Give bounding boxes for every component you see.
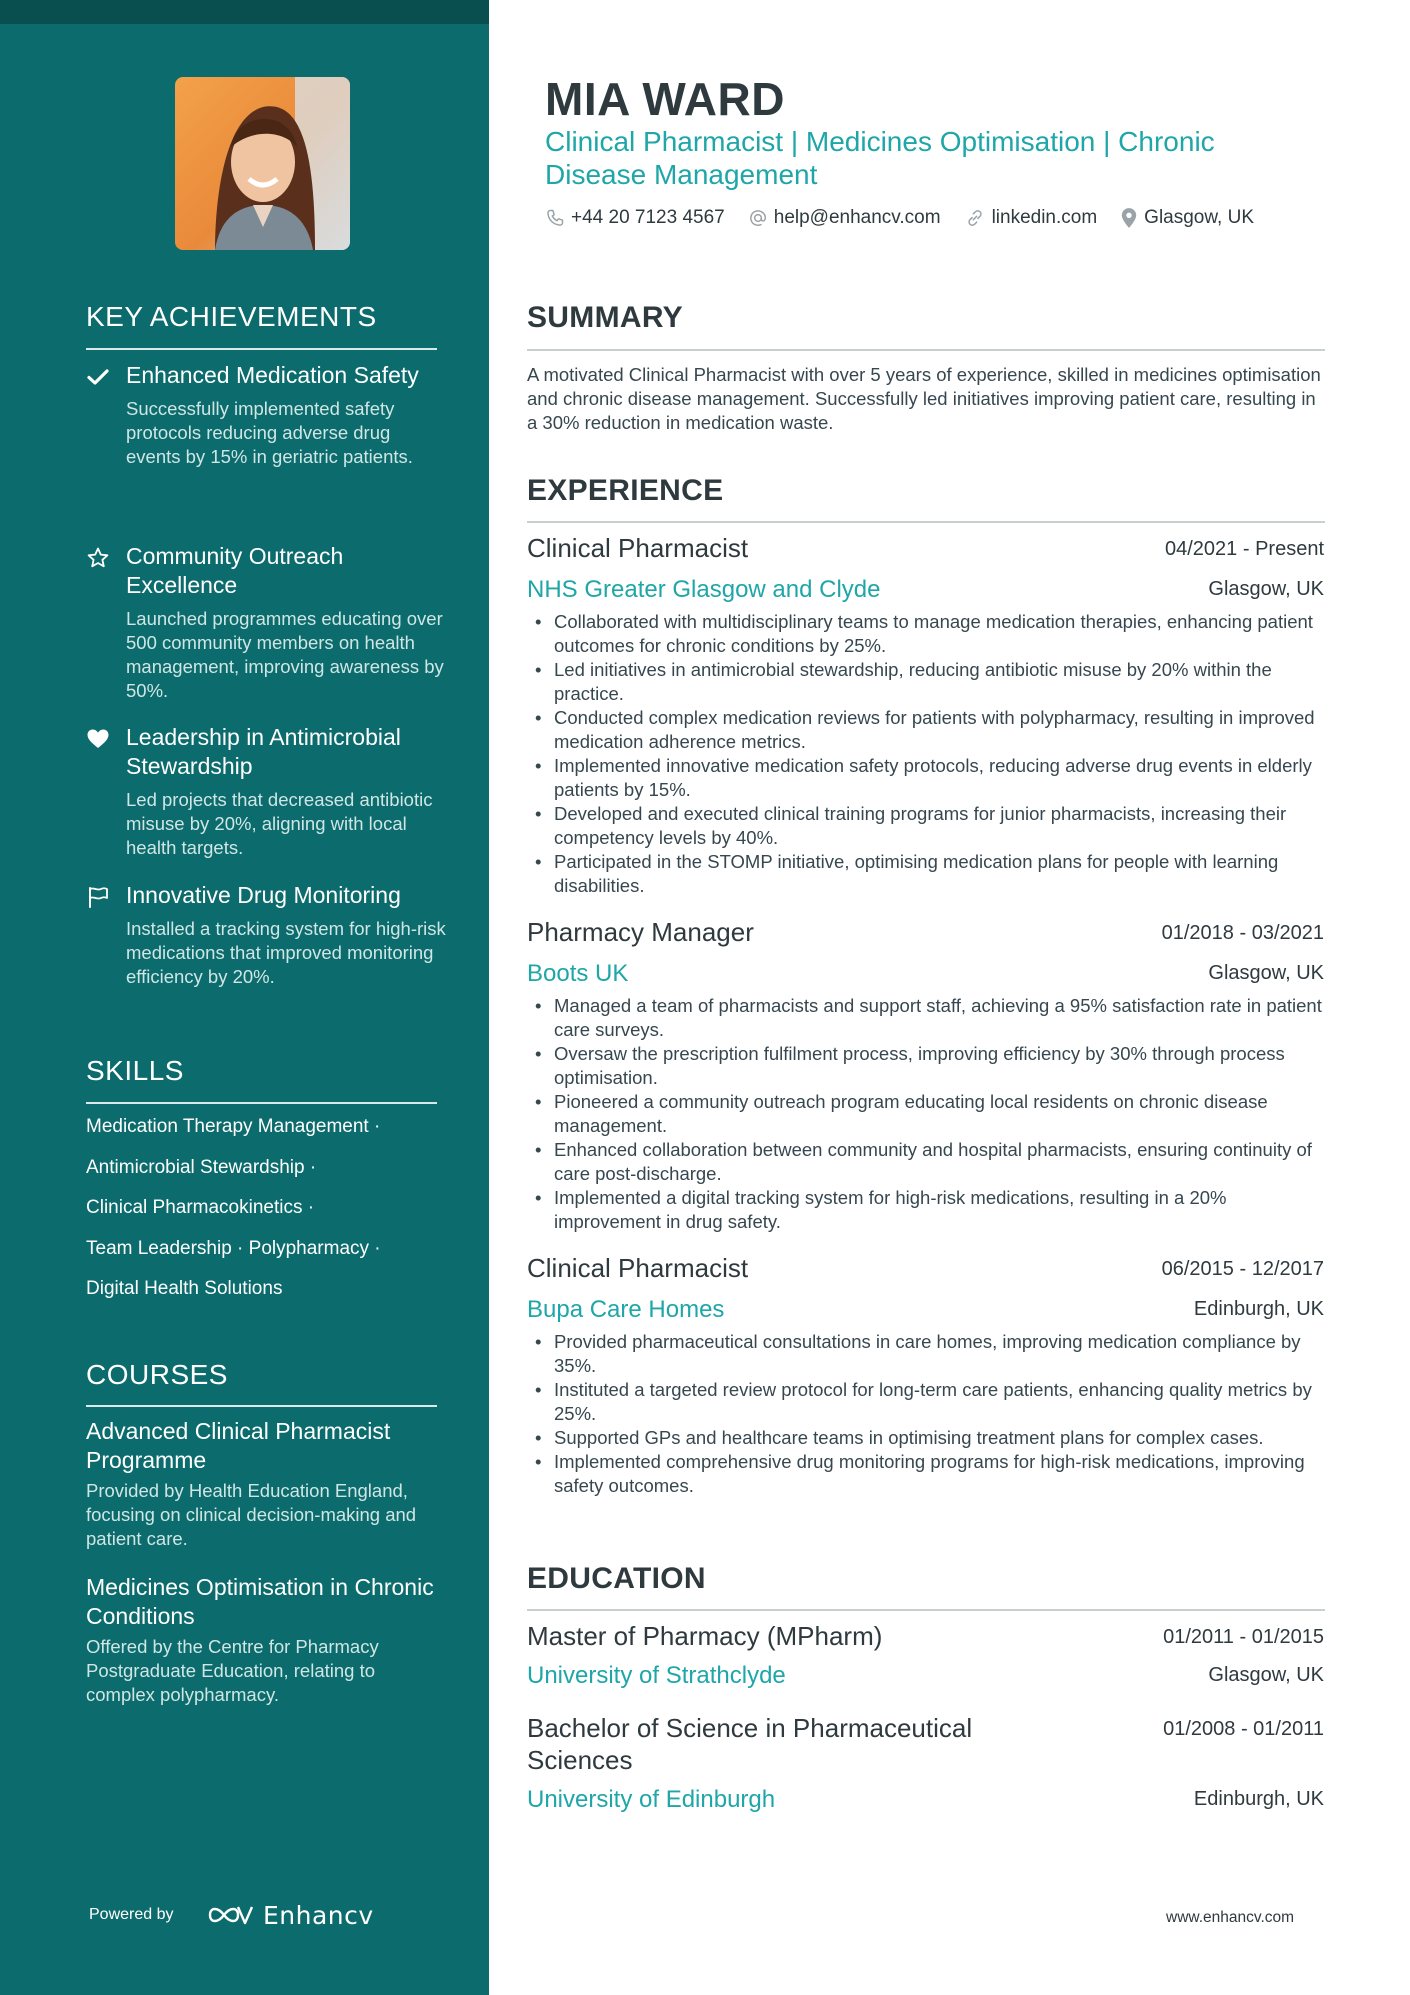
job-location: Glasgow, UK: [1208, 962, 1324, 984]
job-bullet: • Managed a team of pharmacists and support staff, achieving a 95% satisfaction rate in patient care surveys.: [527, 994, 1327, 1042]
education-dates: 01/2008 - 01/2011: [1163, 1718, 1324, 1740]
star-icon: [86, 546, 110, 570]
course-desc: Offered by the Centre for Pharmacy Postgraduate Education, relating to complex polypharmacy.: [86, 1636, 379, 1705]
job-bullet: • Provided pharmaceutical consultations in care homes, improving medication compliance by 35%.: [527, 1330, 1327, 1378]
contact-email[interactable]: [748, 207, 941, 229]
courses-rule: [86, 1405, 437, 1407]
experience-rule: [527, 521, 1325, 523]
enhancv-logo[interactable]: [207, 1895, 374, 1935]
job-bullet: • Oversaw the prescription fulfilment process, improving efficiency by 30% through process optimisation.: [527, 1042, 1327, 1090]
job-company: NHS Greater Glasgow and Clyde: [527, 576, 881, 603]
achievement-item: [86, 361, 446, 469]
skill-line: Digital Health Solutions: [86, 1278, 283, 1299]
education-degree: Master of Pharmacy (MPharm): [527, 1621, 883, 1651]
phone-text: +44 20 7123 4567: [571, 207, 725, 228]
contact-linkedin[interactable]: [964, 207, 1098, 229]
education-school: University of Edinburgh: [527, 1786, 776, 1813]
powered-by-label: Powered by: [89, 1906, 174, 1923]
job-company: Bupa Care Homes: [527, 1296, 725, 1323]
summary-text: A motivated Clinical Pharmacist with over 5 years of experience, skilled in medicines optimisation and chronic disease management. Successfully led initiatives improving patient care, resulting in a 30% reduction in medication waste.: [527, 364, 1321, 433]
check-icon: [86, 365, 110, 389]
contact-bar: [545, 207, 1277, 229]
education-dates: 01/2011 - 01/2015: [1163, 1626, 1324, 1648]
summary-title: SUMMARY: [527, 301, 683, 334]
job-dates: 04/2021 - Present: [1165, 538, 1324, 560]
achievement-title: Community Outreach Excellence: [126, 543, 344, 598]
job-bullets: [527, 994, 1327, 1234]
footer-url[interactable]: www.enhancv.com: [1166, 1909, 1295, 1926]
enhancv-logo-icon: [207, 1902, 255, 1928]
experience-title: EXPERIENCE: [527, 474, 724, 507]
skill-line: Team Leadership · Polypharmacy ·: [86, 1238, 381, 1259]
skills-rule: [86, 1102, 437, 1104]
location-text: Glasgow, UK: [1144, 207, 1254, 228]
candidate-headline: Clinical Pharmacist | Medicines Optimisation | Chronic Disease Management: [545, 126, 1215, 190]
job-title: Pharmacy Manager: [527, 917, 754, 947]
contact-location: [1120, 207, 1254, 229]
location-pin-icon: [1120, 207, 1138, 229]
job-bullets: [527, 610, 1327, 898]
job-bullet: • Participated in the STOMP initiative, optimising medication plans for people with learning disabilities.: [527, 850, 1327, 898]
job-dates: 06/2015 - 12/2017: [1161, 1258, 1324, 1280]
job-bullet: • Implemented comprehensive drug monitoring programs for high-risk medications, improving safety outcomes.: [527, 1450, 1327, 1498]
heart-icon: [86, 727, 110, 751]
contact-phone[interactable]: [545, 207, 725, 229]
flag-icon: [86, 885, 110, 909]
achievements-title: KEY ACHIEVEMENTS: [86, 301, 377, 332]
achievement-item: [86, 542, 446, 703]
job-bullet: • Collaborated with multidisciplinary teams to manage medication therapies, enhancing patient outcomes for chronic conditions by 25%.: [527, 610, 1327, 658]
summary-rule: [527, 349, 1325, 351]
achievement-desc: Led projects that decreased antibiotic misuse by 20%, aligning with local health targets.: [126, 789, 433, 858]
skill-line: Medication Therapy Management ·: [86, 1116, 381, 1137]
achievement-item: [86, 723, 446, 860]
job-title: Clinical Pharmacist: [527, 533, 749, 563]
achievement-desc: Installed a tracking system for high-risk medications that improved monitoring efficiency by 20%.: [126, 918, 446, 987]
phone-icon: [545, 208, 565, 228]
job-bullet: • Implemented innovative medication safety protocols, reducing adverse drug events in elderly patients by 15%.: [527, 754, 1327, 802]
achievement-desc: Successfully implemented safety protocols reducing adverse drug events by 15% in geriatric patients.: [126, 398, 413, 467]
course-desc: Provided by Health Education England, focusing on clinical decision-making and patient care.: [86, 1480, 417, 1549]
sidebar-top-band: [0, 0, 489, 24]
skill-line: Antimicrobial Stewardship ·: [86, 1157, 317, 1178]
linkedin-text: linkedin.com: [991, 207, 1098, 228]
job-dates: 01/2018 - 03/2021: [1161, 922, 1324, 944]
achievement-desc: Launched programmes educating over 500 community members on health management, improving awareness by 50%.: [126, 608, 444, 701]
candidate-name: MIA WARD: [545, 73, 785, 125]
course-item: [86, 1573, 446, 1707]
education-location: Glasgow, UK: [1208, 1664, 1324, 1686]
at-icon: [748, 208, 768, 228]
skill-line: Clinical Pharmacokinetics ·: [86, 1197, 315, 1218]
job-location: Glasgow, UK: [1208, 578, 1324, 600]
job-bullet: • Led initiatives in antimicrobial stewardship, reducing antibiotic misuse by 20% within the practice.: [527, 658, 1327, 706]
profile-photo: [175, 77, 350, 250]
courses-title: COURSES: [86, 1359, 228, 1390]
job-bullets: [527, 1330, 1327, 1498]
course-title: Advanced Clinical Pharmacist Programme: [86, 1418, 391, 1473]
achievement-title: Leadership in Antimicrobial Stewardship: [126, 724, 401, 779]
job-company: Boots UK: [527, 960, 629, 987]
education-location: Edinburgh, UK: [1193, 1788, 1324, 1810]
education-degree: Bachelor of Science in Pharmaceutical Sciences: [527, 1713, 973, 1775]
course-title: Medicines Optimisation in Chronic Conditions: [86, 1574, 434, 1629]
achievement-title: Enhanced Medication Safety: [126, 362, 419, 388]
job-bullet: • Developed and executed clinical training programs for junior pharmacists, increasing their competency levels by 40%.: [527, 802, 1327, 850]
achievement-title: Innovative Drug Monitoring: [126, 882, 401, 908]
job-bullet: • Enhanced collaboration between community and hospital pharmacists, ensuring continuity of care post-discharge.: [527, 1138, 1327, 1186]
sidebar: [0, 0, 489, 1995]
education-rule: [527, 1609, 1325, 1611]
education-school: University of Strathclyde: [527, 1662, 786, 1689]
link-icon: [964, 208, 986, 228]
achievement-item: [86, 881, 446, 989]
job-bullet: • Instituted a targeted review protocol for long-term care patients, enhancing quality metrics by 25%.: [527, 1378, 1327, 1426]
job-bullet: • Pioneered a community outreach program educating local residents on chronic disease management.: [527, 1090, 1327, 1138]
education-title: EDUCATION: [527, 1562, 706, 1595]
job-bullet: • Supported GPs and healthcare teams in optimising treatment plans for complex cases.: [527, 1426, 1327, 1450]
course-item: [86, 1417, 446, 1551]
enhancv-brand-name: Enhancv: [263, 1900, 374, 1930]
job-location: Edinburgh, UK: [1193, 1298, 1324, 1320]
job-bullet: • Conducted complex medication reviews for patients with polypharmacy, resulting in improved medication adherence metrics.: [527, 706, 1327, 754]
job-title: Clinical Pharmacist: [527, 1253, 749, 1283]
skills-title: SKILLS: [86, 1055, 184, 1086]
achievements-rule: [86, 348, 437, 350]
email-text: help@enhancv.com: [773, 207, 941, 228]
job-bullet: • Implemented a digital tracking system for high-risk medications, resulting in a 20% improvement in drug safety.: [527, 1186, 1327, 1234]
